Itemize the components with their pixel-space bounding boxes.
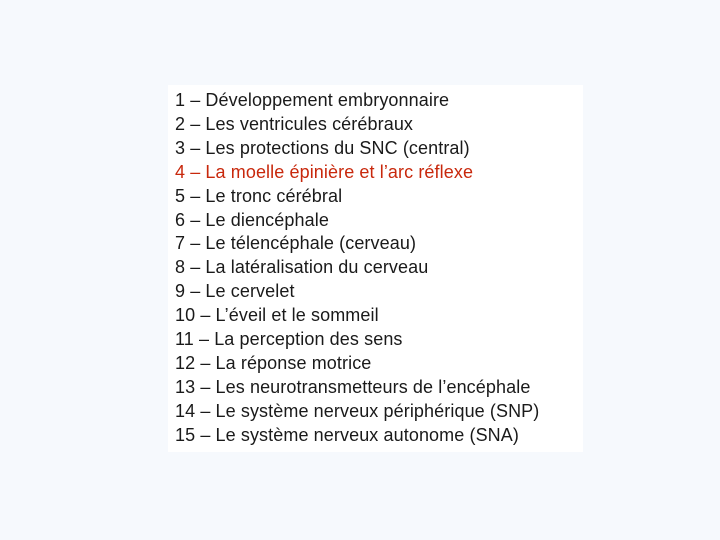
- toc-item-14: 14 – Le système nerveux périphérique (SNP): [175, 400, 540, 421]
- toc-item-12: 12 – La réponse motrice: [175, 352, 372, 373]
- toc-item-11: 11 – La perception des sens: [175, 329, 403, 350]
- toc-item-15: 15 – Le système nerveux autonome (SNA): [175, 424, 519, 445]
- toc-item-7: 7 – Le télencéphale (cerveau): [175, 233, 417, 254]
- table-of-contents: [168, 85, 583, 452]
- toc-item-2: 2 – Les ventricules cérébraux: [175, 113, 414, 134]
- toc-item-3: 3 – Les protections du SNC (central): [175, 137, 470, 158]
- toc-item-9: 9 – Le cervelet: [175, 281, 295, 302]
- toc-item-1: 1 – Développement embryonnaire: [175, 90, 450, 110]
- toc-item-5: 5 – Le tronc cérébral: [175, 185, 343, 206]
- toc-list: [175, 89, 583, 448]
- toc-item-10: 10 – L’éveil et le sommeil: [175, 305, 379, 326]
- toc-item-6: 6 – Le diencéphale: [175, 209, 329, 230]
- toc-item-13: 13 – Les neurotransmetteurs de l’encéphale: [175, 376, 531, 397]
- toc-item-4: 4 – La moelle épinière et l’arc réflexe: [175, 161, 474, 182]
- toc-item-8: 8 – La latéralisation du cerveau: [175, 257, 429, 278]
